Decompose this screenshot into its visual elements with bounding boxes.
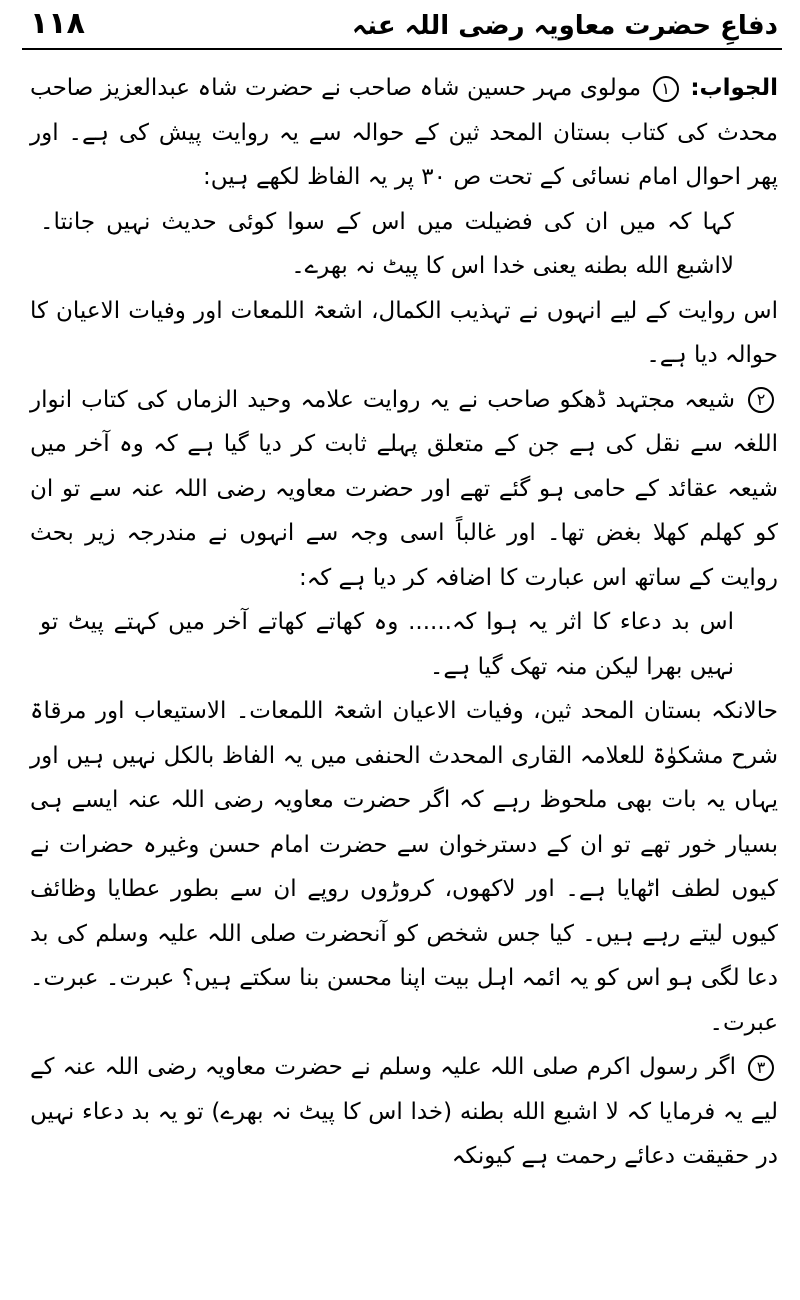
- paragraph-text: مولوی مہر حسین شاہ صاحب نے حضرت شاہ عبدالعزیز صاحب محدث کی کتاب بستان المحد ثین کے حوالہ سے یہ روایت پیش کی ہے۔ اور پھر احوال امام نسائی کے تحت ص ۳۰ پر یہ الفاظ لکھے ہیں:: [30, 75, 778, 190]
- paragraph-text: اس روایت کے لیے انہوں نے تہذیب الکمال، اشعۃ اللمعات اور وفیات الاعیان کا حوالہ دیا ہے۔: [30, 297, 778, 368]
- paragraph-references: [30, 289, 778, 378]
- answer-label: الجواب:: [690, 75, 779, 101]
- quotation-2: [40, 600, 734, 689]
- paragraph-text: کہا کہ میں ان کی فضیلت میں اس کے سوا کوئی حدیث نہیں جانتا۔ لااشبع الله بطنه یعنی خدا اس کا پیٹ نہ بھرے۔: [40, 208, 734, 279]
- paragraph-text: حالانکہ بستان المحد ثین، وفیات الاعیان اشعۃ اللمعات۔ الاستیعاب اور مرقاۃ شرح مشکوٰۃ للعلامہ القاری المحدث الحنفی میں یہ الفاظ بالکل نہیں ہیں اور یہاں یہ بات بھی ملحوظ رہے کہ اگر حضرت معاویہ رضی اللہ عنہ ایسے ہی بسیار خور تھے تو ان کے دسترخوان سے حضرت امام حسن وغیرہ حضرات نے کیوں لطف اٹھایا ہے۔ اور لاکھوں، کروڑوں روپے ان سے بطور عطایا وظائف کیوں لیتے رہے ہیں۔ کیا جس شخص کو آنحضرت صلی اللہ علیہ وسلم کی بد دعا لگی ہو اس کو یہ ائمہ اہل بیت اپنا محسن بنا سکتے ہیں؟ عبرت۔ عبرت۔ عبرت۔: [30, 698, 778, 1036]
- paragraph-point-3: [30, 1045, 778, 1179]
- point-number-1: ۱: [653, 76, 679, 102]
- point-number-2: ۲: [748, 387, 774, 413]
- page-body: [30, 66, 778, 1179]
- page-header: [22, 4, 782, 50]
- paragraph-answer-1: [30, 66, 778, 200]
- quotation-1: [40, 200, 734, 289]
- page-number: ۱۱۸: [30, 6, 85, 41]
- paragraph-text: اس بد دعاء کا اثر یہ ہوا کہ...... وہ کھاتے کھاتے آخر میں کہتے پیٹ تو نہیں بھرا لیکن منہ تھک گیا ہے۔: [40, 609, 734, 680]
- paragraph-text: اگر رسول اکرم صلی اللہ علیہ وسلم نے حضرت معاویہ رضی اللہ عنہ کے لیے یہ فرمایا کہ لا اشبع الله بطنه (خدا اس کا پیٹ نہ بھرے) تو یہ بد دعاء نہیں در حقیقت دعائے رحمت ہے کیونکہ: [30, 1054, 778, 1169]
- point-number-3: ۳: [748, 1055, 774, 1081]
- book-title: دفاعِ حضرت معاویہ رضی اللہ عنہ: [351, 11, 778, 41]
- paragraph-text: شیعہ مجتہد ڈھکو صاحب نے یہ روایت علامہ وحید الزماں کی کتاب انوار اللغہ سے نقل کی ہے جن کے متعلق پہلے ثابت کر دیا گیا ہے کہ وہ آخر میں شیعہ عقائد کے حامی ہو گئے تھے اور حضرت معاویہ رضی اللہ عنہ سے تو ان کو کھلم کھلا بغض تھا۔ اور غالباً اسی وجہ سے انہوں نے مندرجہ زیر بحث روایت کے ساتھ اس عبارت کا اضافہ کر دیا ہے کہ:: [30, 386, 778, 591]
- paragraph-rebuttal: [30, 689, 778, 1045]
- paragraph-point-2: [30, 378, 778, 601]
